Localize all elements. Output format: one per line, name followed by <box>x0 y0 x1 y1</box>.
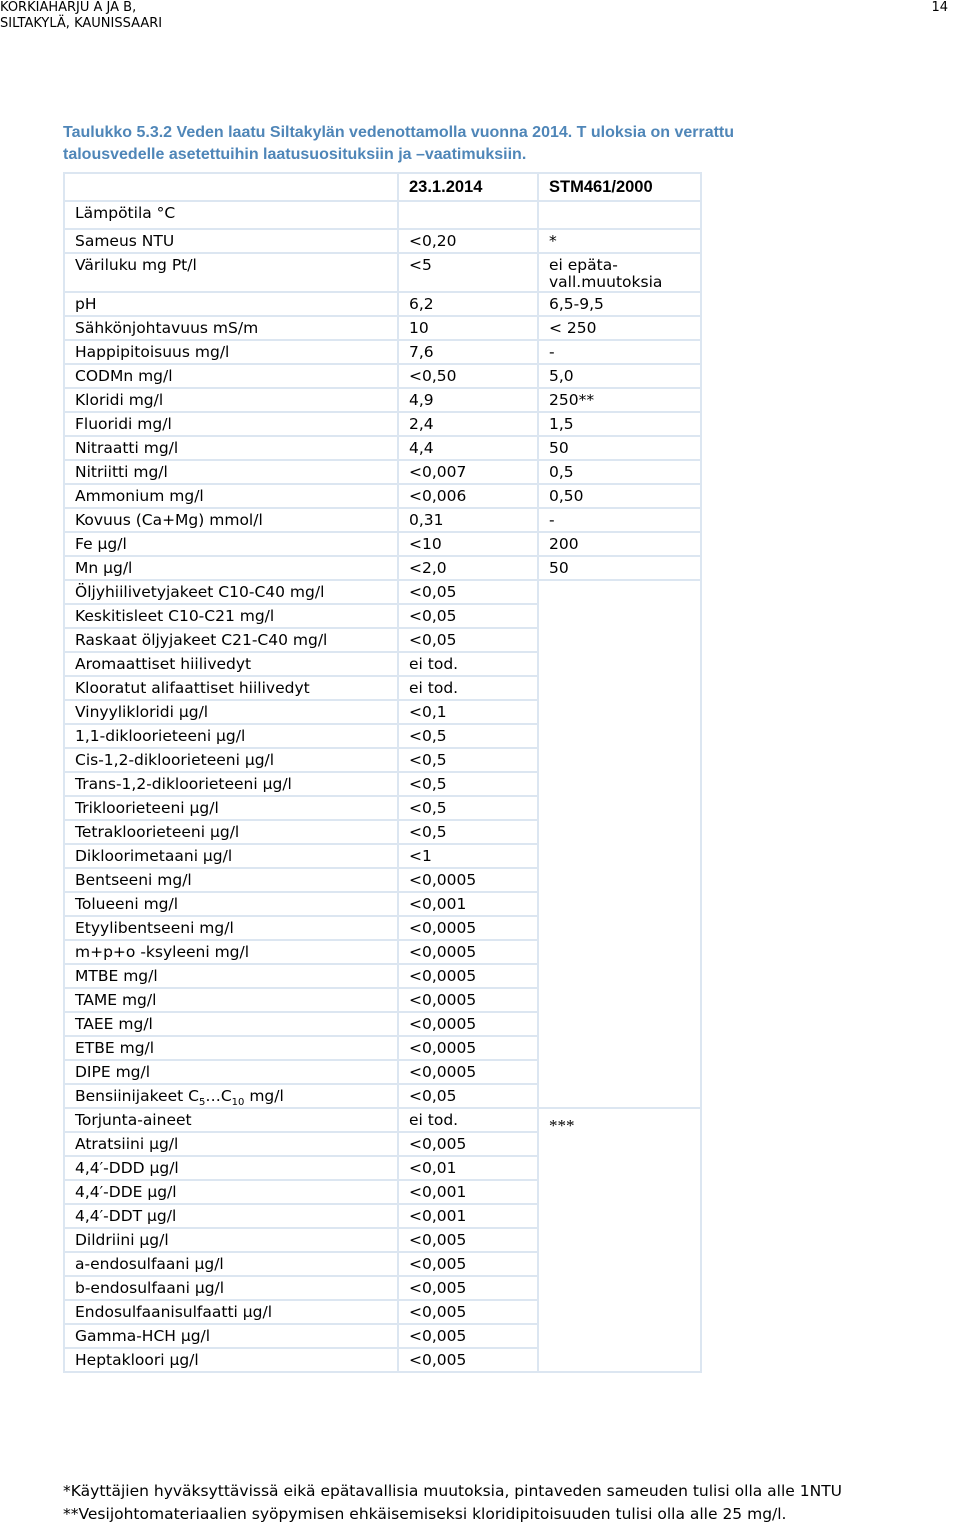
value-cell: <0,005 <box>398 1324 538 1348</box>
column-header-standard: STM461/2000 <box>538 173 701 201</box>
footnote-1: *Käyttäjien hyväksyttävissä eikä epätavallisia muutoksia, pintaveden sameuden tulisi olla alle 1NTU <box>63 1482 843 1500</box>
parameter-cell: Trans-1,2-dikloorieteeni µg/l <box>64 772 398 796</box>
value-cell: <10 <box>398 532 538 556</box>
standard-cell: - <box>538 508 701 532</box>
value-cell: 7,6 <box>398 340 538 364</box>
standard-cell: - <box>538 340 701 364</box>
parameter-cell: Dildriini µg/l <box>64 1228 398 1252</box>
standard-cell: * <box>538 229 701 253</box>
standard-cell <box>538 201 701 229</box>
header-line-1: KORKIAHARJU A JA B, <box>0 0 137 15</box>
parameter-cell: Keskitisleet C10-C21 mg/l <box>64 604 398 628</box>
parameter-cell: Tetrakloorieteeni µg/l <box>64 820 398 844</box>
value-cell: <0,0005 <box>398 1012 538 1036</box>
value-cell: <0,05 <box>398 604 538 628</box>
parameter-cell: 4,4′-DDT µg/l <box>64 1204 398 1228</box>
table-row <box>64 484 701 508</box>
parameter-cell: Kovuus (Ca+Mg) mmol/l <box>64 508 398 532</box>
parameter-cell: Klooratut alifaattiset hiilivedyt <box>64 676 398 700</box>
table-row <box>64 1108 701 1132</box>
footnotes <box>63 1480 842 1526</box>
parameter-cell: Tolueeni mg/l <box>64 892 398 916</box>
parameter-cell: Heptakloori µg/l <box>64 1348 398 1372</box>
parameter-cell: Ammonium mg/l <box>64 484 398 508</box>
parameter-cell: DIPE mg/l <box>64 1060 398 1084</box>
parameter-cell: 4,4′-DDD µg/l <box>64 1156 398 1180</box>
value-cell: <0,0005 <box>398 988 538 1012</box>
standard-cell: < 250 <box>538 316 701 340</box>
value-cell: <0,001 <box>398 1204 538 1228</box>
table-row <box>64 253 701 292</box>
value-cell: ei tod. <box>398 676 538 700</box>
parameter-cell: Torjunta-aineet <box>64 1108 398 1132</box>
value-cell: <0,20 <box>398 229 538 253</box>
parameter-cell: Gamma-HCH µg/l <box>64 1324 398 1348</box>
value-cell: <5 <box>398 253 538 292</box>
page-number: 14 <box>931 0 948 15</box>
value-cell: 4,4 <box>398 436 538 460</box>
value-cell: 10 <box>398 316 538 340</box>
column-header-parameter <box>64 173 398 201</box>
page-header <box>0 0 162 32</box>
value-cell: <0,05 <box>398 628 538 652</box>
parameter-cell: CODMn mg/l <box>64 364 398 388</box>
parameter-cell: Raskaat öljyjakeet C21-C40 mg/l <box>64 628 398 652</box>
parameter-cell: 4,4′-DDE µg/l <box>64 1180 398 1204</box>
value-cell: 4,9 <box>398 388 538 412</box>
parameter-cell: b-endosulfaani µg/l <box>64 1276 398 1300</box>
value-cell: <0,50 <box>398 364 538 388</box>
value-cell: <0,5 <box>398 796 538 820</box>
value-cell: <0,0005 <box>398 916 538 940</box>
value-cell: <0,006 <box>398 484 538 508</box>
parameter-cell: Bentseeni mg/l <box>64 868 398 892</box>
value-cell: 6,2 <box>398 292 538 316</box>
column-header-date: 23.1.2014 <box>398 173 538 201</box>
table-row <box>64 436 701 460</box>
value-cell: <2,0 <box>398 556 538 580</box>
parameter-cell: m+p+o -ksyleeni mg/l <box>64 940 398 964</box>
value-cell: 0,31 <box>398 508 538 532</box>
standard-cell: 200 <box>538 532 701 556</box>
table-caption: Taulukko 5.3.2 Veden laatu Siltakylän vedenottamolla vuonna 2014. T uloksia on verrattu talousvedelle asetettuihin laatusuosituksiin ja –vaatimuksiin. <box>63 124 735 163</box>
water-quality-table <box>63 172 702 1373</box>
parameter-cell: MTBE mg/l <box>64 964 398 988</box>
parameter-cell <box>64 1084 398 1108</box>
parameter-cell: Dikloorimetaani µg/l <box>64 844 398 868</box>
standard-cell: 250** <box>538 388 701 412</box>
parameter-cell: Nitraatti mg/l <box>64 436 398 460</box>
table-row <box>64 556 701 580</box>
parameter-cell: Lämpötila °C <box>64 201 398 229</box>
parameter-cell: pH <box>64 292 398 316</box>
parameter-cell: Mn µg/l <box>64 556 398 580</box>
parameter-cell: Fluoridi mg/l <box>64 412 398 436</box>
parameter-cell: a-endosulfaani µg/l <box>64 1252 398 1276</box>
bensiini-label-sub1: 5 <box>198 1097 206 1109</box>
value-cell: <0,1 <box>398 700 538 724</box>
table-row <box>64 316 701 340</box>
value-cell: <0,5 <box>398 724 538 748</box>
parameter-cell: TAME mg/l <box>64 988 398 1012</box>
table-row <box>64 508 701 532</box>
value-cell: <0,001 <box>398 1180 538 1204</box>
parameter-cell: TAEE mg/l <box>64 1012 398 1036</box>
parameter-cell: Sähkönjohtavuus mS/m <box>64 316 398 340</box>
value-cell: <0,005 <box>398 1132 538 1156</box>
table-row <box>64 580 701 604</box>
value-cell: <0,005 <box>398 1300 538 1324</box>
value-cell: <0,0005 <box>398 940 538 964</box>
header-line-2: SILTAKYLÄ, KAUNISSAARI <box>0 16 163 31</box>
value-cell: <0,0005 <box>398 1060 538 1084</box>
parameter-cell: Fe µg/l <box>64 532 398 556</box>
table-row <box>64 201 701 229</box>
standard-cell: 0,5 <box>538 460 701 484</box>
parameter-cell: Happipitoisuus mg/l <box>64 340 398 364</box>
bensiini-label-sub2: 10 <box>231 1097 245 1109</box>
value-cell: <0,007 <box>398 460 538 484</box>
standard-cell: 0,50 <box>538 484 701 508</box>
parameter-cell: Öljyhiilivetyjakeet C10-C40 mg/l <box>64 580 398 604</box>
value-cell: ei tod. <box>398 652 538 676</box>
bensiini-label-prefix: Bensiinijakeet C <box>75 1087 199 1105</box>
parameter-cell: Atratsiini µg/l <box>64 1132 398 1156</box>
value-cell: <0,5 <box>398 772 538 796</box>
standard-cell: 5,0 <box>538 364 701 388</box>
standard-cell-pesticides: *** <box>538 1108 701 1372</box>
value-cell: ei tod. <box>398 1108 538 1132</box>
table-row <box>64 229 701 253</box>
value-cell: <0,05 <box>398 580 538 604</box>
value-cell: <0,005 <box>398 1252 538 1276</box>
value-cell: <0,001 <box>398 892 538 916</box>
parameter-cell: Nitriitti mg/l <box>64 460 398 484</box>
parameter-cell: Sameus NTU <box>64 229 398 253</box>
parameter-cell: 1,1-dikloorieteeni µg/l <box>64 724 398 748</box>
bensiini-label-mid: …C <box>205 1087 232 1105</box>
parameter-cell: Etyylibentseeni mg/l <box>64 916 398 940</box>
footnote-2: **Vesijohtomateriaalien syöpymisen ehkäisemiseksi kloridipitoisuuden tulisi olla alle 25 mg/l. <box>63 1505 787 1523</box>
value-cell: <1 <box>398 844 538 868</box>
standard-cell: ei epäta-vall.muutoksia <box>538 253 701 292</box>
value-cell: <0,005 <box>398 1348 538 1372</box>
standard-cell: 50 <box>538 556 701 580</box>
value-cell <box>398 201 538 229</box>
standard-cell: 50 <box>538 436 701 460</box>
table-row <box>64 412 701 436</box>
table-row <box>64 388 701 412</box>
table-row <box>64 364 701 388</box>
table-row <box>64 340 701 364</box>
parameter-cell: ETBE mg/l <box>64 1036 398 1060</box>
value-cell: <0,05 <box>398 1084 538 1108</box>
parameter-cell: Vinyylikloridi µg/l <box>64 700 398 724</box>
value-cell: <0,005 <box>398 1228 538 1252</box>
parameter-cell: Kloridi mg/l <box>64 388 398 412</box>
table-row <box>64 460 701 484</box>
table-row <box>64 532 701 556</box>
standard-cell: 1,5 <box>538 412 701 436</box>
bensiini-label-suffix: mg/l <box>244 1087 284 1105</box>
value-cell: 2,4 <box>398 412 538 436</box>
parameter-cell: Trikloorieteeni µg/l <box>64 796 398 820</box>
value-cell: <0,0005 <box>398 868 538 892</box>
table-body-basic <box>64 201 701 580</box>
value-cell: <0,01 <box>398 1156 538 1180</box>
standard-cell-empty <box>538 580 701 1108</box>
value-cell: <0,5 <box>398 748 538 772</box>
table-row <box>64 292 701 316</box>
table-body-hydrocarbons <box>64 580 701 1372</box>
value-cell: <0,005 <box>398 1276 538 1300</box>
parameter-cell: Cis-1,2-dikloorieteeni µg/l <box>64 748 398 772</box>
value-cell: <0,0005 <box>398 964 538 988</box>
standard-cell: 6,5-9,5 <box>538 292 701 316</box>
value-cell: <0,5 <box>398 820 538 844</box>
parameter-cell: Aromaattiset hiilivedyt <box>64 652 398 676</box>
table-header-row <box>64 173 701 201</box>
parameter-cell: Väriluku mg Pt/l <box>64 253 398 292</box>
value-cell: <0,0005 <box>398 1036 538 1060</box>
parameter-cell: Endosulfaanisulfaatti µg/l <box>64 1300 398 1324</box>
